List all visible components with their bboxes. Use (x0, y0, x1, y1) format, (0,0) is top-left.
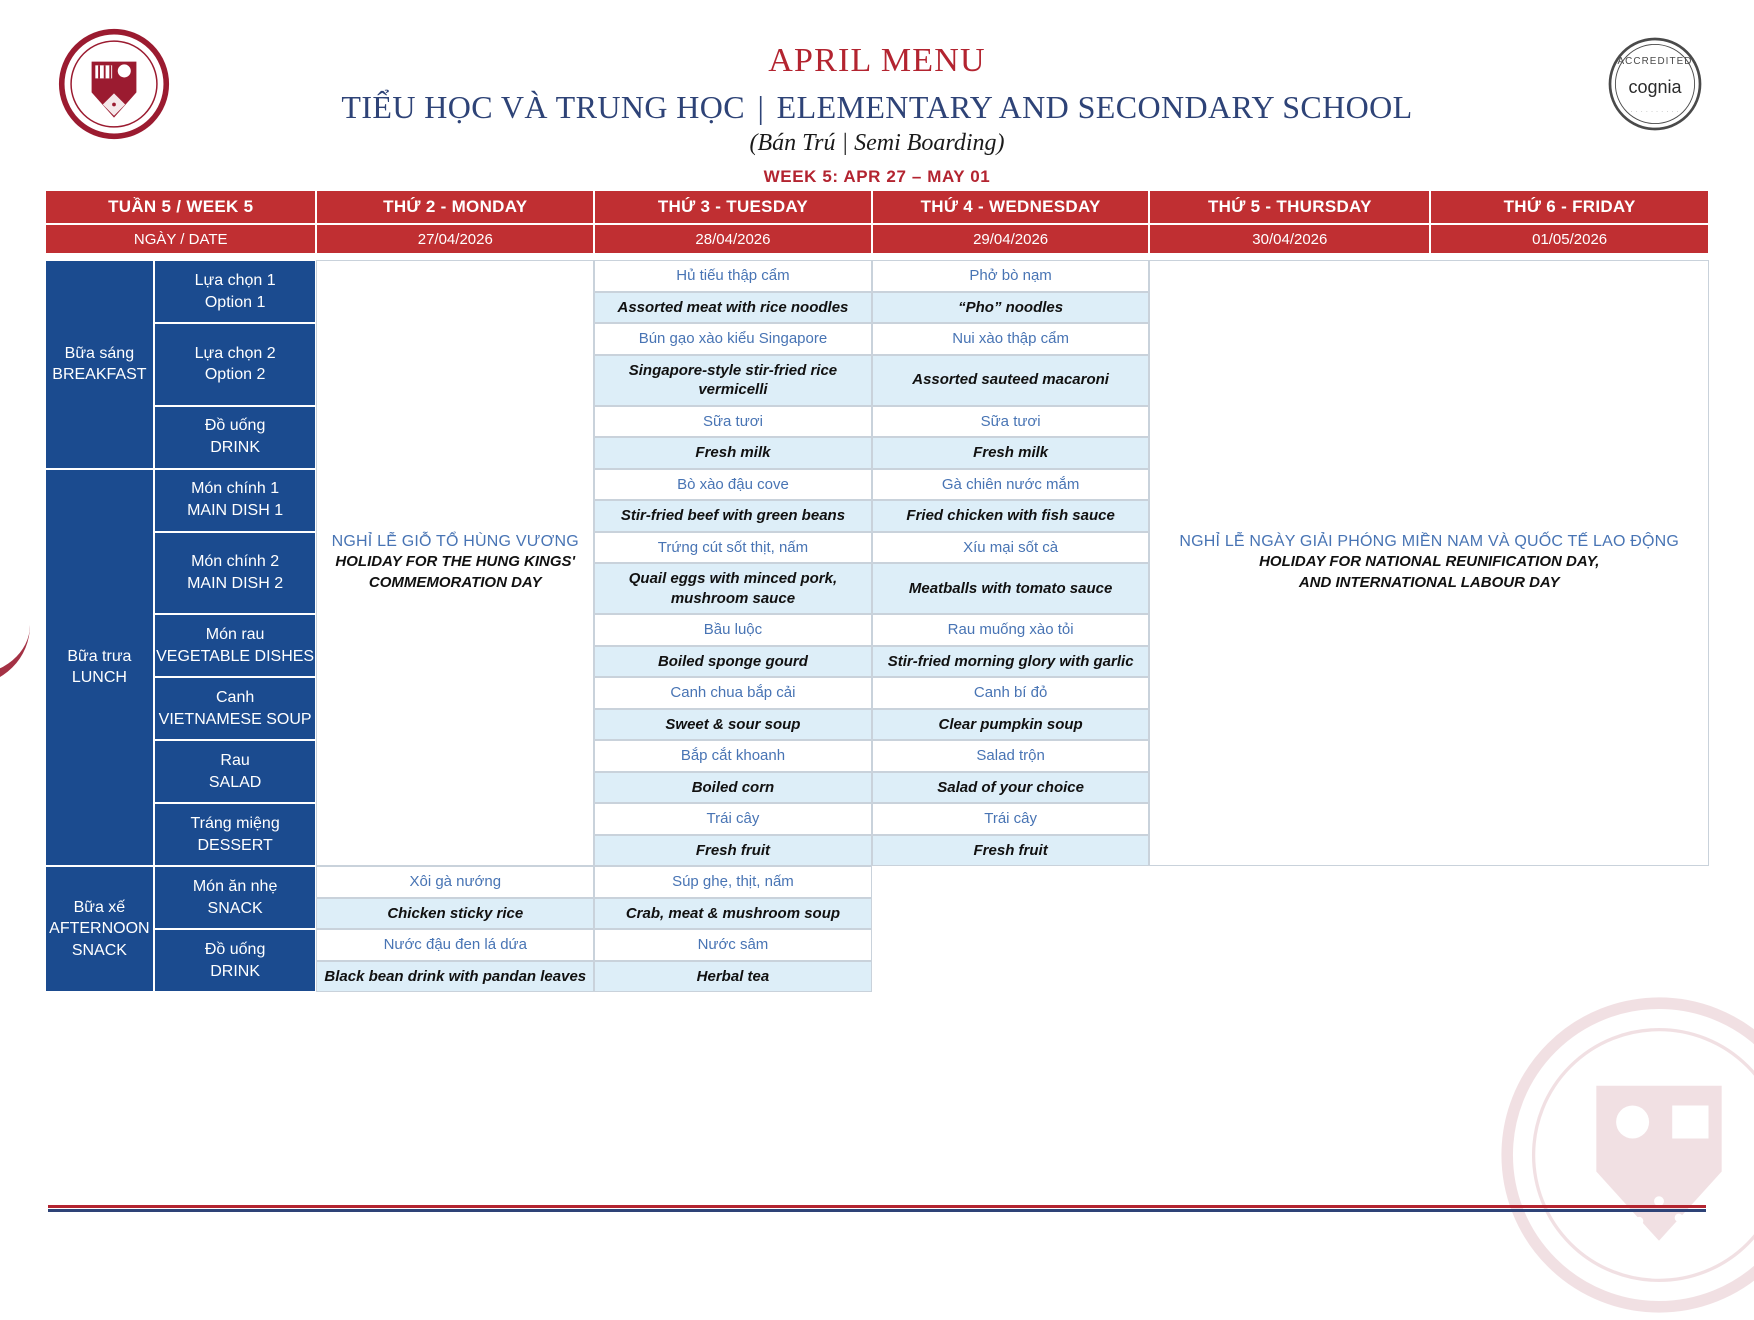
row-label-snack-drink-en: DRINK (210, 962, 260, 980)
decorative-left-swoosh (0, 355, 30, 685)
cell-snack-item-tuesday-vn: Xôi gà nướng (316, 866, 594, 898)
row-label-snack-drink (154, 929, 317, 992)
cell-snack-item-wednesday-en: Crab, meat & mushroom soup (594, 898, 872, 930)
cell-lunch-soup-tuesday-en: Sweet & sour soup (594, 709, 872, 741)
cell-lunch-dessert-tuesday-vn: Trái cây (594, 803, 872, 835)
row-label-snack-drink-vn: Đồ uống (204, 940, 266, 958)
row-snack-drink-vn (45, 929, 1709, 961)
row-label-option1-vn: Lựa chọn 1 (194, 271, 276, 289)
cell-breakfast-option2-tuesday-en: Singapore-style stir-fried rice vermicelli (594, 355, 872, 406)
row-label-main2-vn: Món chính 2 (191, 553, 280, 571)
cell-lunch-main1-tuesday-vn: Bò xào đậu cove (594, 469, 872, 501)
holiday-cell-monday (316, 260, 594, 866)
meal-label-snack-vn: Bữa xế (73, 898, 126, 916)
school-crest-watermark (1494, 990, 1754, 1320)
cell-breakfast-option1-tuesday-vn: Hủ tiếu thập cẩm (594, 260, 872, 292)
holiday-monday-vn: NGHỈ LỄ GIỖ TỔ HÙNG VƯƠNG (331, 533, 579, 551)
row-label-snack-en: SNACK (207, 899, 263, 917)
cognia-accredited-seal-icon (1601, 30, 1709, 138)
svg-text:cognia: cognia (1628, 77, 1682, 98)
day-header-wednesday: THỨ 4 - WEDNESDAY (872, 190, 1150, 224)
cell-lunch-vegetable-tuesday-en: Boiled sponge gourd (594, 646, 872, 678)
cell-snack-drink-wednesday-vn: Nước sâm (594, 929, 872, 961)
cell-lunch-main1-tuesday-en: Stir-fried beef with green beans (594, 500, 872, 532)
cell-lunch-vegetable-wednesday-en: Stir-fried morning glory with garlic (872, 646, 1150, 678)
row-label-dessert-vn: Tráng miệng (190, 814, 280, 832)
svg-text:ACCREDITED: ACCREDITED (1617, 56, 1693, 68)
row-label-breakfast-drink (154, 406, 317, 469)
cell-breakfast-option1-tuesday-en: Assorted meat with rice noodles (594, 292, 872, 324)
row-label-salad (154, 740, 317, 803)
page-header (0, 0, 1754, 190)
cell-breakfast-option2-wednesday-en: Assorted sauteed macaroni (872, 355, 1150, 406)
subtitle-english: ELEMENTARY AND SECONDARY SCHOOL (776, 89, 1413, 125)
week-column-header: TUẦN 5 / WEEK 5 (45, 190, 316, 224)
cell-lunch-main2-tuesday-en: Quail eggs with minced pork, mushroom sauce (594, 563, 872, 614)
subtitle-separator: | (757, 89, 765, 125)
row-label-salad-vn: Rau (220, 751, 250, 769)
svg-text:· · · · · · · · · ·: · · · · · · · · · · (1630, 108, 1680, 115)
date-wednesday: 29/04/2026 (872, 224, 1150, 254)
cell-breakfast-option2-tuesday-vn: Bún gạo xào kiểu Singapore (594, 323, 872, 355)
day-header-monday: THỨ 2 - MONDAY (316, 190, 594, 224)
meal-label-lunch-vn: Bữa trưa (67, 647, 132, 665)
date-friday: 01/05/2026 (1430, 224, 1709, 254)
row-label-main2-en: MAIN DISH 2 (187, 574, 284, 592)
school-crest-icon (58, 28, 170, 140)
footer-rule-blue (48, 1209, 1706, 1212)
table-header-days (45, 190, 1709, 224)
row-label-snack (154, 866, 317, 929)
cell-breakfast-drink-tuesday-en: Fresh milk (594, 437, 872, 469)
meal-label-breakfast (45, 260, 154, 469)
cell-lunch-main2-wednesday-vn: Xíu mại sốt cà (872, 532, 1150, 564)
cell-snack-drink-tuesday-vn: Nước đậu đen lá dứa (316, 929, 594, 961)
cell-breakfast-drink-wednesday-en: Fresh milk (872, 437, 1150, 469)
page-subtitle (0, 89, 1754, 126)
row-label-option1-en: Option 1 (204, 293, 266, 311)
cell-lunch-soup-tuesday-vn: Canh chua bắp cải (594, 677, 872, 709)
row-label-option2 (154, 323, 317, 406)
cell-lunch-salad-tuesday-vn: Bắp cắt khoanh (594, 740, 872, 772)
cell-snack-drink-tuesday-en: Black bean drink with pandan leaves (316, 961, 594, 993)
meal-label-snack-en: AFTERNOON SNACK (49, 920, 150, 959)
cell-lunch-vegetable-tuesday-vn: Bầu luộc (594, 614, 872, 646)
row-label-main2 (154, 532, 317, 615)
holiday-thufri-vn: NGHỈ LỄ NGÀY GIẢI PHÓNG MIỀN NAM VÀ QUỐC TẾ LAO ĐỘNG (1179, 533, 1680, 551)
date-thursday: 30/04/2026 (1149, 224, 1430, 254)
row-label-soup (154, 677, 317, 740)
holiday-cell-thursday-friday (1149, 260, 1709, 866)
meal-label-breakfast-en: BREAKFAST (52, 366, 147, 384)
cell-breakfast-drink-tuesday-vn: Sữa tươi (594, 406, 872, 438)
cell-lunch-main1-wednesday-vn: Gà chiên nước mắm (872, 469, 1150, 501)
menu-table (45, 190, 1709, 992)
row-label-vegetable-en: VEGETABLE DISHES (156, 647, 315, 665)
row-label-breakfast-drink-en: DRINK (210, 439, 260, 456)
row-label-snack-vn: Món ăn nhẹ (192, 877, 278, 895)
cell-lunch-vegetable-wednesday-vn: Rau muống xào tỏi (872, 614, 1150, 646)
row-label-dessert (154, 803, 317, 866)
cell-snack-item-wednesday-vn: Súp ghẹ, thịt, nấm (594, 866, 872, 898)
cell-lunch-soup-wednesday-vn: Canh bí đỏ (872, 677, 1150, 709)
cell-breakfast-option1-wednesday-en: “Pho” noodles (872, 292, 1150, 324)
row-label-soup-vn: Canh (215, 688, 255, 706)
date-tuesday: 28/04/2026 (594, 224, 872, 254)
footer-divider (48, 1205, 1706, 1212)
holiday-thufri-en-line1: HOLIDAY FOR NATIONAL REUNIFICATION DAY, (1259, 553, 1600, 571)
title-block (0, 0, 1754, 187)
cell-lunch-salad-wednesday-en: Salad of your choice (872, 772, 1150, 804)
row-breakfast-option1-vn (45, 260, 1709, 292)
cell-lunch-dessert-tuesday-en: Fresh fruit (594, 835, 872, 867)
row-label-option1 (154, 260, 317, 323)
date-monday: 27/04/2026 (316, 224, 594, 254)
cell-lunch-salad-wednesday-vn: Salad trộn (872, 740, 1150, 772)
table-header-dates (45, 224, 1709, 254)
holiday-monday-en-line1: HOLIDAY FOR THE HUNG KINGS' (335, 553, 576, 571)
row-label-main1 (154, 469, 317, 532)
cell-lunch-main2-wednesday-en: Meatballs with tomato sauce (872, 563, 1150, 614)
meal-label-lunch (45, 469, 154, 867)
row-label-breakfast-drink-vn: Đồ uống (204, 417, 266, 435)
holiday-thufri-en-line2: AND INTERNATIONAL LABOUR DAY (1298, 574, 1560, 591)
row-label-main1-en: MAIN DISH 1 (187, 502, 284, 519)
day-header-tuesday: THỨ 3 - TUESDAY (594, 190, 872, 224)
subtitle-vietnamese: TIỂU HỌC VÀ TRUNG HỌC (341, 89, 746, 125)
row-label-salad-en: SALAD (208, 773, 262, 791)
cell-lunch-soup-wednesday-en: Clear pumpkin soup (872, 709, 1150, 741)
cell-breakfast-option2-wednesday-vn: Nui xào thập cẩm (872, 323, 1150, 355)
meal-label-breakfast-vn: Bữa sáng (64, 344, 135, 362)
cell-lunch-dessert-wednesday-en: Fresh fruit (872, 835, 1150, 867)
page-title: APRIL MENU (768, 42, 986, 79)
row-label-option2-en: Option 2 (204, 366, 266, 384)
cell-lunch-main1-wednesday-en: Fried chicken with fish sauce (872, 500, 1150, 532)
cell-snack-item-tuesday-en: Chicken sticky rice (316, 898, 594, 930)
cell-lunch-salad-tuesday-en: Boiled corn (594, 772, 872, 804)
date-row-label: NGÀY / DATE (45, 224, 316, 254)
row-label-vegetable-vn: Món rau (205, 625, 265, 643)
day-header-thursday: THỨ 5 - THURSDAY (1149, 190, 1430, 224)
meal-label-afternoon-snack (45, 866, 154, 992)
boarding-note: (Bán Trú | Semi Boarding) (749, 130, 1005, 156)
cell-breakfast-option1-wednesday-vn: Phở bò nạm (872, 260, 1150, 292)
day-header-friday: THỨ 6 - FRIDAY (1430, 190, 1709, 224)
row-label-vegetable (154, 614, 317, 677)
holiday-monday-en-line2: COMMEMORATION DAY (368, 574, 542, 591)
row-label-main1-vn: Món chính 1 (191, 480, 280, 498)
cell-lunch-main2-tuesday-vn: Trứng cút sốt thịt, nấm (594, 532, 872, 564)
row-label-soup-en: VIETNAMESE SOUP (158, 710, 312, 728)
week-range-label: WEEK 5: APR 27 – MAY 01 (763, 167, 991, 186)
cell-breakfast-drink-wednesday-vn: Sữa tươi (872, 406, 1150, 438)
row-label-dessert-en: DESSERT (197, 836, 273, 854)
row-label-option2-vn: Lựa chọn 2 (194, 344, 276, 362)
cell-snack-drink-wednesday-en: Herbal tea (594, 961, 872, 993)
row-snack-item-vn (45, 866, 1709, 898)
footer-rule-red (48, 1205, 1706, 1208)
meal-label-lunch-en: LUNCH (71, 669, 127, 687)
cell-lunch-dessert-wednesday-vn: Trái cây (872, 803, 1150, 835)
